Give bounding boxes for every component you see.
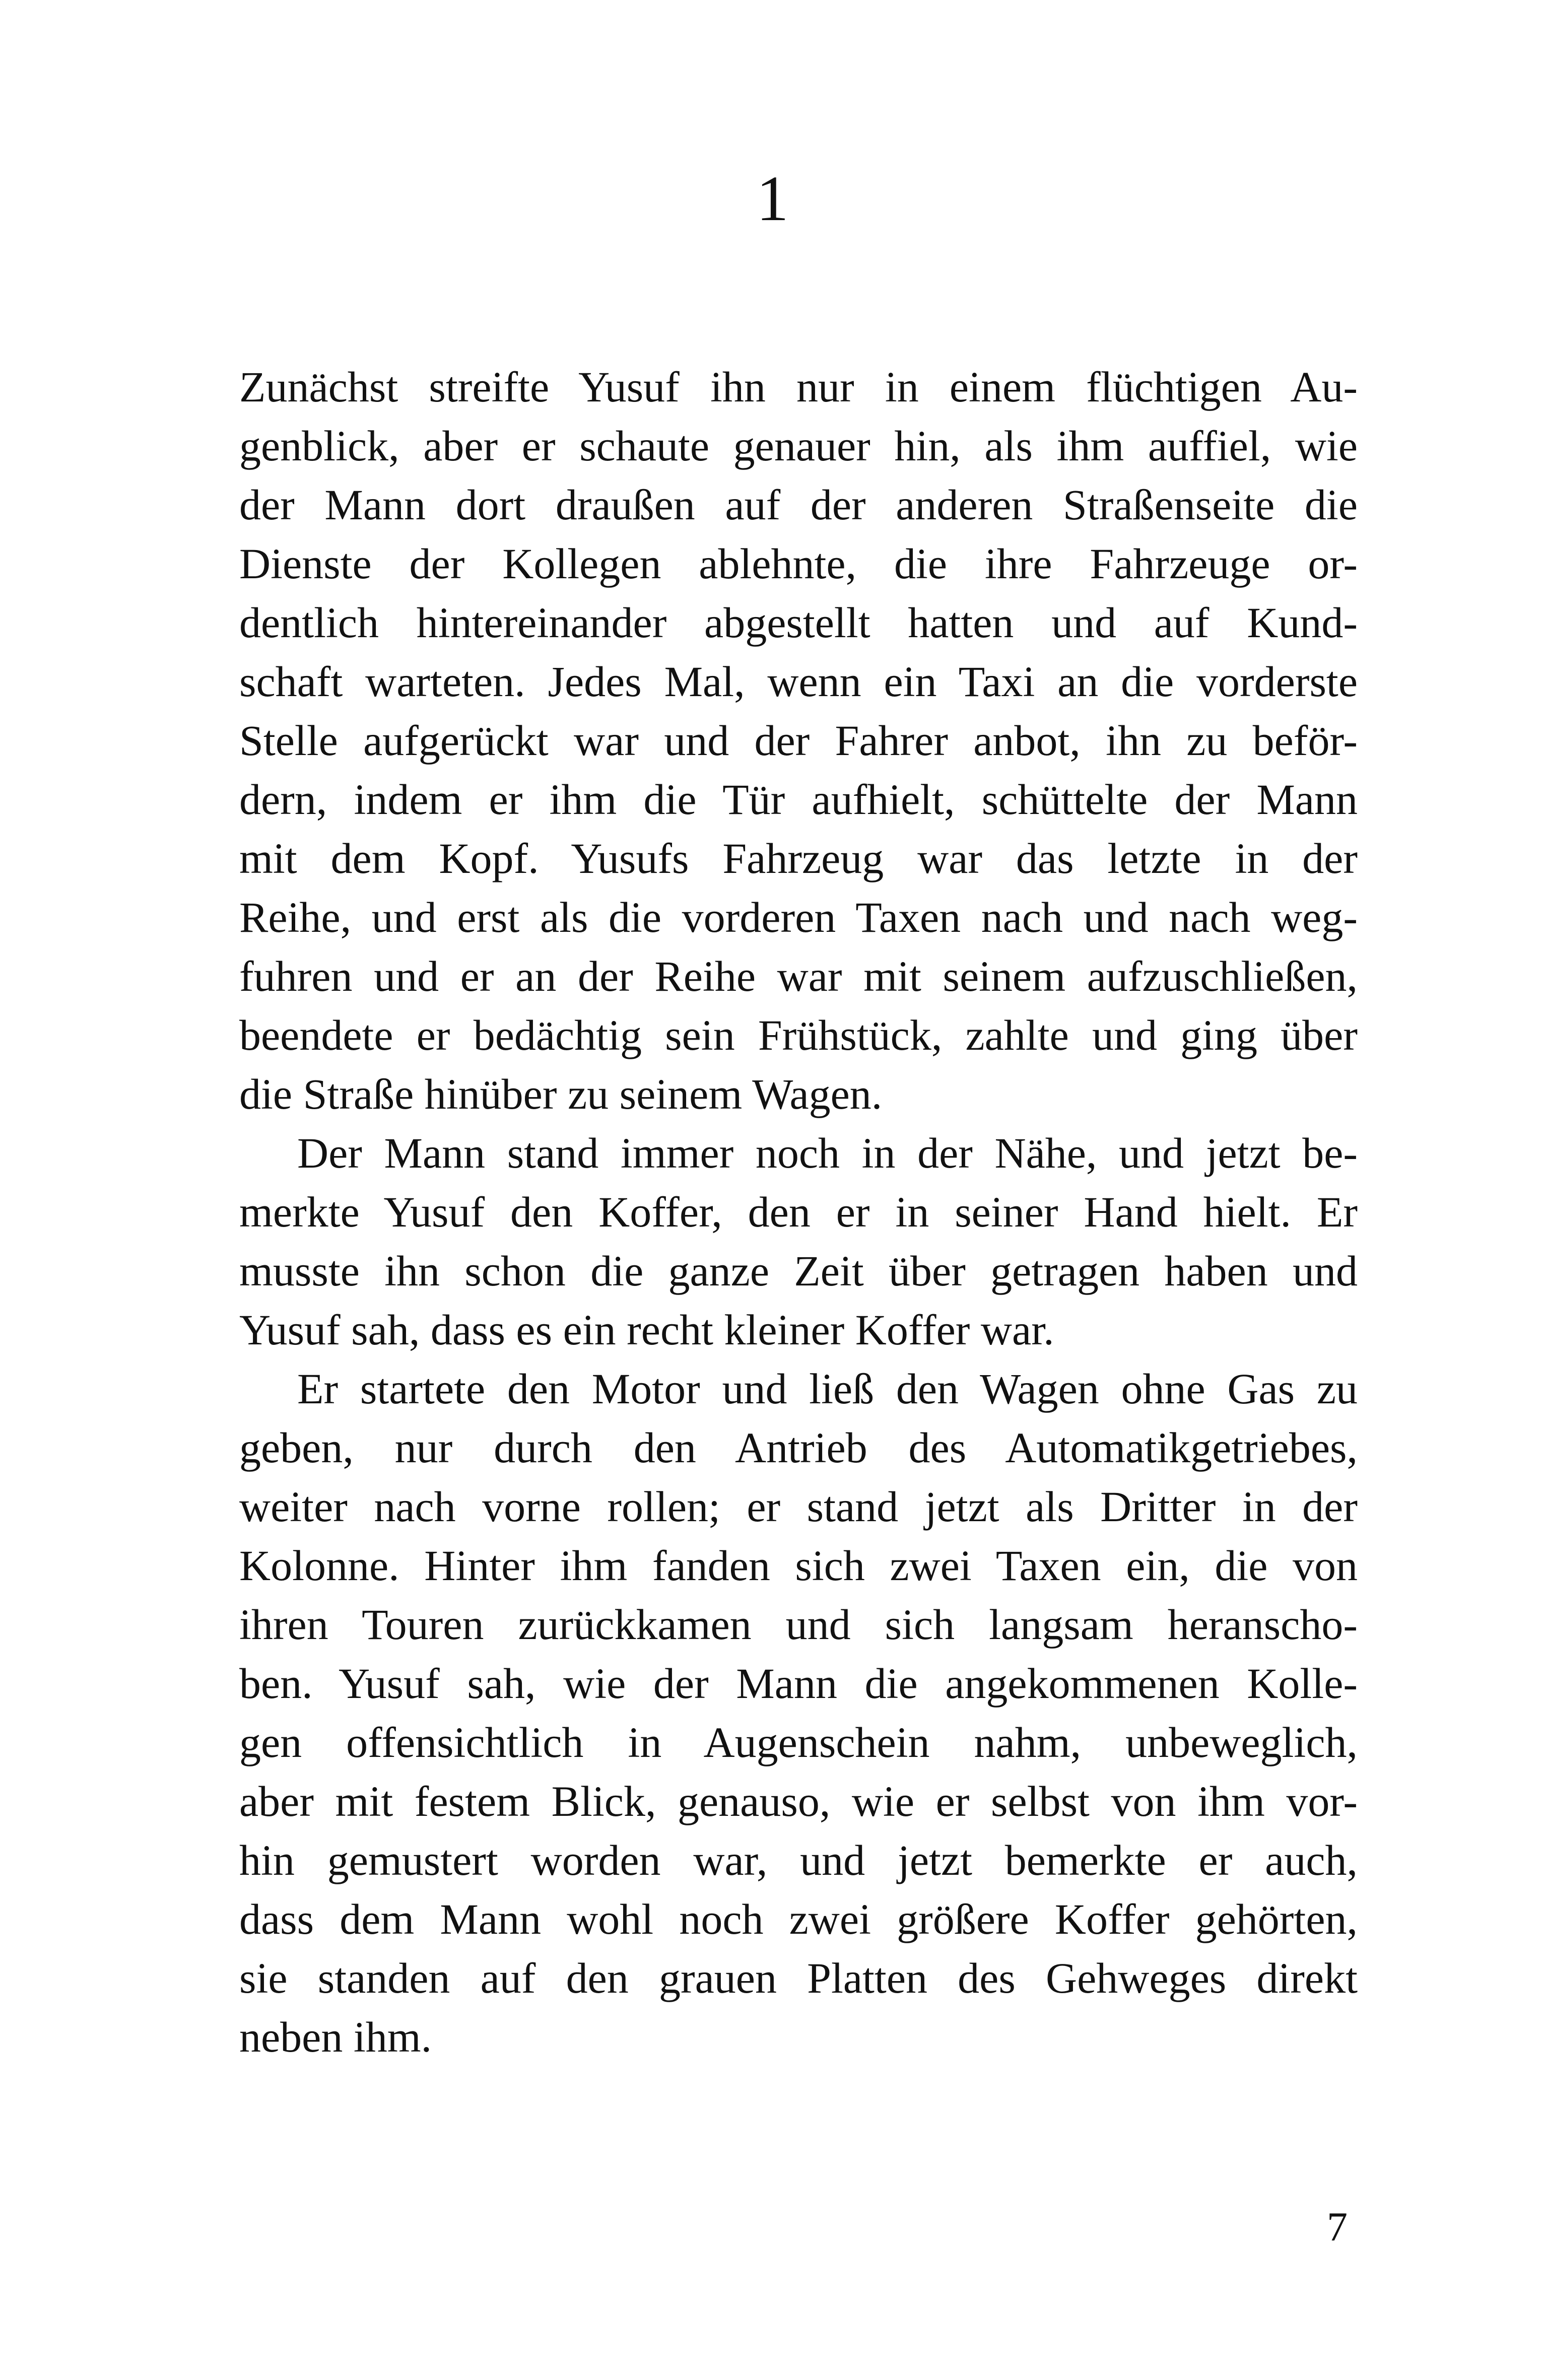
text-line: dass dem Mann wohl noch zwei größere Koffer gehörten, — [239, 1895, 1358, 1943]
paragraph-1 — [239, 358, 1358, 1124]
text-line: Zunächst streifte Yusuf ihn nur in einem flüchtigen Au- — [239, 363, 1358, 411]
text-line: neben ihm. — [239, 2013, 432, 2061]
text-line: hin gemustert worden war, und jetzt bemerkte er auch, — [239, 1836, 1358, 1884]
text-line: musste ihn schon die ganze Zeit über getragen haben und — [239, 1247, 1358, 1295]
text-line: Yusuf sah, dass es ein recht kleiner Koffer war. — [239, 1306, 1054, 1354]
text-line: Dienste der Kollegen ablehnte, die ihre Fahrzeuge or- — [239, 539, 1358, 588]
text-line: schaft warteten. Jedes Mal, wenn ein Taxi an die vorderste — [239, 657, 1358, 706]
paragraph-2 — [239, 1124, 1358, 1359]
text-line: aber mit festem Blick, genauso, wie er selbst von ihm vor- — [239, 1777, 1358, 1825]
body-text — [239, 358, 1358, 2067]
page-number: 7 — [1327, 2204, 1348, 2250]
text-line: geben, nur durch den Antrieb des Automatikgetriebes, — [239, 1423, 1358, 1472]
text-line: dentlich hintereinander abgestellt hatten und auf Kund- — [239, 598, 1358, 647]
paragraph-3 — [239, 1359, 1358, 2067]
text-line: gen offensichtlich in Augenschein nahm, unbeweglich, — [239, 1718, 1358, 1766]
text-line: Stelle aufgerückt war und der Fahrer anbot, ihn zu beför- — [239, 716, 1358, 765]
text-line: weiter nach vorne rollen; er stand jetzt als Dritter in der — [239, 1482, 1358, 1531]
text-line: Kolonne. Hinter ihm fanden sich zwei Taxen ein, die von — [239, 1541, 1358, 1590]
text-line: ben. Yusuf sah, wie der Mann die angekommenen Kolle- — [239, 1659, 1358, 1708]
text-line: genblick, aber er schaute genauer hin, als ihm auffiel, wie — [239, 422, 1358, 470]
text-line: mit dem Kopf. Yusufs Fahrzeug war das letzte in der — [239, 834, 1358, 882]
chapter-number: 1 — [756, 163, 789, 234]
text-line: der Mann dort draußen auf der anderen Straßenseite die — [239, 481, 1358, 529]
text-line: Reihe, und erst als die vorderen Taxen nach und nach weg- — [239, 893, 1358, 941]
text-line: beendete er bedächtig sein Frühstück, zahlte und ging über — [239, 1011, 1358, 1059]
text-line: merkte Yusuf den Koffer, den er in seiner Hand hielt. Er — [239, 1188, 1358, 1236]
text-line: Er startete den Motor und ließ den Wagen ohne Gas zu — [297, 1365, 1358, 1413]
text-line: fuhren und er an der Reihe war mit seinem aufzuschließen, — [239, 952, 1358, 1000]
text-line: die Straße hinüber zu seinem Wagen. — [239, 1070, 883, 1118]
text-line: Der Mann stand immer noch in der Nähe, und jetzt be- — [297, 1129, 1358, 1177]
text-line: ihren Touren zurückkamen und sich langsam heranscho- — [239, 1600, 1358, 1649]
text-line: dern, indem er ihm die Tür aufhielt, schüttelte der Mann — [239, 775, 1358, 824]
text-line: sie standen auf den grauen Platten des Gehweges direkt — [239, 1954, 1358, 2002]
